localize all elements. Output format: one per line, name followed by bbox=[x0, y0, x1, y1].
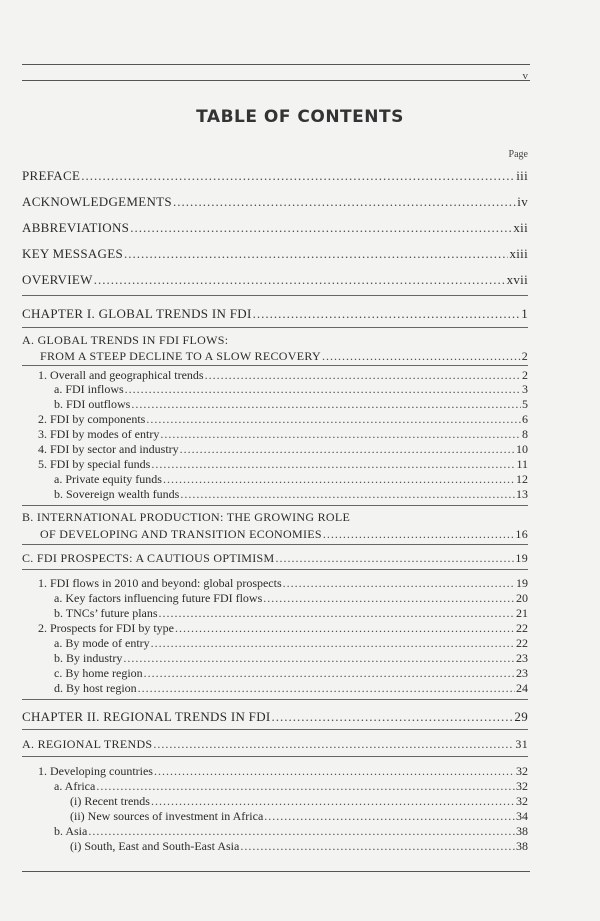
toc-label: OVERVIEW bbox=[22, 272, 93, 287]
toc-page: iii bbox=[516, 168, 528, 183]
leader-dots bbox=[283, 576, 515, 591]
leader-dots bbox=[124, 246, 508, 262]
toc-label: C. FDI PROSPECTS: A CAUTIOUS OPTIMISM bbox=[22, 551, 275, 565]
toc-page: 23 bbox=[516, 651, 528, 665]
divider bbox=[22, 505, 528, 506]
toc-entry-c2[interactable] bbox=[38, 621, 528, 636]
divider bbox=[22, 365, 528, 366]
toc-label: a. Key factors influencing future FDI flows bbox=[54, 591, 263, 605]
toc-label: 2. FDI by components bbox=[38, 412, 146, 426]
toc-page: 12 bbox=[516, 472, 528, 486]
toc-page: 20 bbox=[516, 591, 528, 605]
toc-page: 32 bbox=[516, 764, 528, 778]
leader-dots bbox=[151, 794, 515, 809]
toc-page: 13 bbox=[516, 487, 528, 501]
toc-label: d. By host region bbox=[54, 681, 137, 695]
leader-dots bbox=[146, 412, 521, 427]
toc-label: 1. Overall and geographical trends bbox=[38, 368, 204, 382]
toc-entry-a1a[interactable] bbox=[54, 382, 528, 397]
toc-page: xii bbox=[513, 220, 528, 235]
divider bbox=[22, 729, 528, 730]
leader-dots bbox=[159, 606, 515, 621]
toc-page: 24 bbox=[516, 681, 528, 695]
toc-page: 38 bbox=[516, 824, 528, 838]
toc-entry-c2c[interactable] bbox=[54, 666, 528, 681]
toc-entry-a4[interactable] bbox=[38, 442, 528, 457]
toc-page: iv bbox=[517, 194, 528, 209]
divider bbox=[22, 569, 528, 570]
toc-page: 16 bbox=[515, 527, 528, 541]
toc-page: 29 bbox=[514, 709, 528, 724]
leader-dots bbox=[94, 272, 506, 288]
toc-label: b. Sovereign wealth funds bbox=[54, 487, 180, 501]
toc-entry-a1[interactable] bbox=[38, 368, 528, 383]
leader-dots bbox=[272, 709, 514, 725]
header-rule-bottom bbox=[22, 80, 530, 81]
footer-rule bbox=[22, 871, 530, 872]
leader-dots bbox=[323, 527, 515, 542]
toc-label: PREFACE bbox=[22, 168, 81, 183]
leader-dots bbox=[123, 651, 515, 666]
leader-dots bbox=[264, 809, 515, 824]
leader-dots bbox=[175, 621, 515, 636]
toc-entry-c2a[interactable] bbox=[54, 636, 528, 651]
page-title: TABLE OF CONTENTS bbox=[196, 107, 404, 127]
toc-label: c. By home region bbox=[54, 666, 143, 680]
toc-label: 5. FDI by special funds bbox=[38, 457, 151, 471]
toc-page: 34 bbox=[516, 809, 528, 823]
leader-dots bbox=[253, 306, 521, 322]
toc-entry-c2b[interactable] bbox=[54, 651, 528, 666]
toc-page: 31 bbox=[515, 737, 528, 751]
toc-entry-r1b[interactable] bbox=[54, 824, 528, 839]
toc-entry-r1a[interactable] bbox=[54, 779, 528, 794]
leader-dots bbox=[144, 666, 515, 681]
toc-entry-regional-trends[interactable] bbox=[22, 737, 528, 752]
toc-label: 1. Developing countries bbox=[38, 764, 153, 778]
toc-entry-a5[interactable] bbox=[38, 457, 528, 472]
leader-dots bbox=[205, 368, 521, 383]
toc-entry-section-c[interactable] bbox=[22, 551, 528, 566]
leader-dots bbox=[131, 397, 521, 412]
toc-page: 19 bbox=[516, 576, 528, 590]
toc-label: A. REGIONAL TRENDS bbox=[22, 737, 153, 751]
toc-entry-r1[interactable] bbox=[38, 764, 528, 779]
toc-label: a. Private equity funds bbox=[54, 472, 162, 486]
toc-label: ACKNOWLEDGEMENTS bbox=[22, 194, 172, 209]
toc-label: (i) Recent trends bbox=[70, 794, 150, 808]
leader-dots bbox=[160, 427, 521, 442]
leader-dots bbox=[173, 194, 516, 210]
toc-entry-a1b[interactable] bbox=[54, 397, 528, 412]
toc-label: a. By mode of entry bbox=[54, 636, 150, 650]
leader-dots bbox=[322, 349, 521, 364]
toc-page: 3 bbox=[522, 382, 528, 396]
toc-label: b. Asia bbox=[54, 824, 88, 838]
toc-page: xvii bbox=[506, 272, 528, 287]
toc-entry-preface[interactable] bbox=[22, 168, 528, 184]
toc-entry-chapter-1[interactable] bbox=[22, 306, 528, 322]
toc-label: OF DEVELOPING AND TRANSITION ECONOMIES bbox=[40, 527, 322, 541]
leader-dots bbox=[96, 779, 515, 794]
toc-entry-key-messages[interactable] bbox=[22, 246, 528, 262]
toc-page: 19 bbox=[515, 551, 528, 565]
header-rule-top bbox=[22, 64, 530, 65]
toc-page: 1 bbox=[521, 306, 528, 321]
toc-label: CHAPTER I. GLOBAL TRENDS IN FDI bbox=[22, 306, 252, 321]
toc-entry-section-a[interactable] bbox=[40, 349, 528, 364]
toc-label: 2. Prospects for FDI by type bbox=[38, 621, 174, 635]
toc-page: 6 bbox=[522, 412, 528, 426]
toc-label: (i) South, East and South-East Asia bbox=[70, 839, 240, 853]
leader-dots bbox=[88, 824, 515, 839]
toc-label: (ii) New sources of investment in Africa bbox=[70, 809, 264, 823]
leader-dots bbox=[130, 220, 512, 236]
toc-page: 10 bbox=[516, 442, 528, 456]
toc-page: 22 bbox=[516, 621, 528, 635]
toc-entry-a5a[interactable] bbox=[54, 472, 528, 487]
leader-dots bbox=[138, 681, 515, 696]
toc-entry-acknowledgements[interactable] bbox=[22, 194, 528, 210]
leader-dots bbox=[240, 839, 515, 854]
divider bbox=[22, 544, 528, 545]
toc-entry-r1a-ii[interactable] bbox=[70, 809, 528, 824]
divider bbox=[22, 295, 528, 296]
toc-entry-chapter-2[interactable] bbox=[22, 709, 528, 725]
toc-page: 21 bbox=[516, 606, 528, 620]
leader-dots bbox=[125, 382, 521, 397]
toc-page: 38 bbox=[516, 839, 528, 853]
leader-dots bbox=[276, 551, 515, 566]
toc-label: CHAPTER II. REGIONAL TRENDS IN FDI bbox=[22, 709, 271, 724]
toc-label: 1. FDI flows in 2010 and beyond: global prospects bbox=[38, 576, 282, 590]
divider bbox=[22, 756, 528, 757]
toc-entry-section-b[interactable] bbox=[40, 527, 528, 542]
toc-label: a. Africa bbox=[54, 779, 96, 793]
toc-entry-c1b[interactable] bbox=[54, 606, 528, 621]
toc-page: 32 bbox=[516, 794, 528, 808]
toc-label: 4. FDI by sector and industry bbox=[38, 442, 179, 456]
toc-entry-r1a-i[interactable] bbox=[70, 794, 528, 809]
toc-label: 3. FDI by modes of entry bbox=[38, 427, 160, 441]
toc-page: 2 bbox=[522, 368, 528, 382]
toc-label: a. FDI inflows bbox=[54, 382, 124, 396]
leader-dots bbox=[180, 442, 515, 457]
page-number: v bbox=[522, 70, 528, 82]
toc-label: FROM A STEEP DECLINE TO A SLOW RECOVERY bbox=[40, 349, 321, 363]
leader-dots bbox=[180, 487, 515, 502]
leader-dots bbox=[263, 591, 515, 606]
toc-section-a-heading[interactable]: A. GLOBAL TRENDS IN FDI FLOWS: bbox=[22, 333, 229, 347]
divider bbox=[22, 327, 528, 328]
toc-entry-abbreviations[interactable] bbox=[22, 220, 528, 236]
toc-page: 2 bbox=[521, 349, 528, 363]
toc-entry-c1a[interactable] bbox=[54, 591, 528, 606]
leader-dots bbox=[151, 457, 515, 472]
leader-dots bbox=[153, 737, 514, 752]
toc-entry-overview[interactable] bbox=[22, 272, 528, 288]
leader-dots bbox=[154, 764, 515, 779]
toc-page: 22 bbox=[516, 636, 528, 650]
toc-page: 11 bbox=[516, 457, 528, 471]
toc-label: KEY MESSAGES bbox=[22, 246, 123, 261]
toc-label: b. FDI outflows bbox=[54, 397, 131, 411]
toc-label: b. By industry bbox=[54, 651, 123, 665]
toc-label: ABBREVIATIONS bbox=[22, 220, 130, 235]
toc-section-b-heading[interactable]: B. INTERNATIONAL PRODUCTION: THE GROWING ROLE bbox=[22, 510, 351, 524]
leader-dots bbox=[151, 636, 515, 651]
toc-entry-r1b-i[interactable] bbox=[70, 839, 528, 854]
toc-page: 23 bbox=[516, 666, 528, 680]
toc-page: xiii bbox=[509, 246, 528, 261]
toc-entry-c1[interactable] bbox=[38, 576, 528, 591]
divider bbox=[22, 699, 528, 700]
toc-page: 8 bbox=[522, 427, 528, 441]
toc-label: b. TNCs’ future plans bbox=[54, 606, 158, 620]
leader-dots bbox=[163, 472, 515, 487]
toc-entry-a5b[interactable] bbox=[54, 487, 528, 502]
leader-dots bbox=[81, 168, 515, 184]
toc-entry-c2d[interactable] bbox=[54, 681, 528, 696]
toc-entry-a3[interactable] bbox=[38, 427, 528, 442]
toc-page: 32 bbox=[516, 779, 528, 793]
toc-entry-a2[interactable] bbox=[38, 412, 528, 427]
page-column-label: Page bbox=[508, 149, 528, 160]
toc-page: 5 bbox=[522, 397, 528, 411]
